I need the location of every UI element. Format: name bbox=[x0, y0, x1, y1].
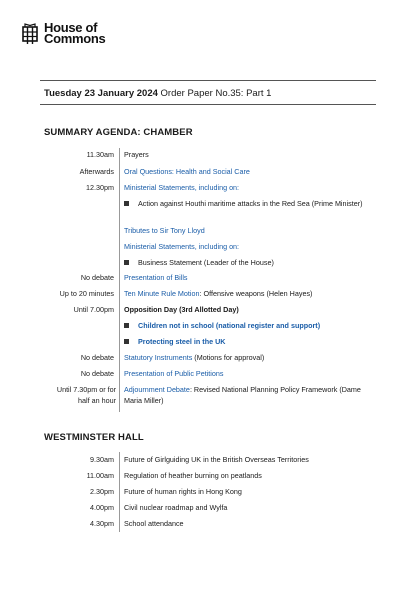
public-petitions-link[interactable]: Presentation of Public Petitions bbox=[124, 369, 224, 378]
agenda-time: Until 7.30pm or for half an hour bbox=[56, 385, 116, 405]
protecting-steel-link[interactable]: Protecting steel in the UK bbox=[138, 337, 226, 346]
logo-line-2: Commons bbox=[44, 31, 106, 46]
agenda-time: 12.30pm bbox=[86, 183, 114, 192]
order-paper-title: Order Paper No.35: Part 1 bbox=[160, 88, 272, 99]
hall-item: Future of human rights in Hong Kong bbox=[124, 487, 242, 496]
chamber-divider bbox=[119, 148, 120, 412]
portcullis-icon bbox=[20, 22, 40, 46]
square-bullet-icon bbox=[124, 260, 129, 265]
top-rule bbox=[40, 80, 376, 81]
agenda-item bbox=[124, 288, 374, 299]
westminster-divider bbox=[119, 452, 120, 532]
ten-minute-rule-text: : Offensive weapons (Helen Hayes) bbox=[199, 289, 313, 298]
agenda-item bbox=[124, 352, 374, 363]
hall-item: Future of Girlguiding UK in the British Overseas Territories bbox=[124, 455, 309, 464]
agenda-time: 11.30am bbox=[86, 150, 114, 159]
hall-time: 4.30pm bbox=[90, 519, 114, 528]
agenda-sub-item bbox=[124, 198, 388, 209]
agenda-time: Until 7.00pm bbox=[73, 305, 114, 314]
ministerial-statements-link[interactable]: Ministerial Statements, including on: bbox=[124, 183, 240, 192]
adjournment-debate-link[interactable]: Adjournment Debate bbox=[124, 385, 190, 394]
square-bullet-icon bbox=[124, 201, 129, 206]
business-statement: Business Statement (Leader of the House) bbox=[138, 258, 274, 267]
chamber-heading: SUMMARY AGENDA: CHAMBER bbox=[44, 127, 193, 138]
westminster-hall-heading: WESTMINSTER HALL bbox=[44, 432, 144, 443]
square-bullet-icon bbox=[124, 339, 129, 344]
order-paper-date: Tuesday 23 January 2024 bbox=[44, 88, 158, 99]
logo-line-1: House of bbox=[44, 20, 98, 35]
adjournment-debate-text: : Revised National Planning Policy Framework (Dame Maria Miller) bbox=[124, 385, 361, 405]
hall-item: Civil nuclear roadmap and Wylfa bbox=[124, 503, 228, 512]
agenda-time: Up to 20 minutes bbox=[59, 289, 114, 298]
house-of-commons-logo bbox=[20, 22, 105, 46]
agenda-time: No debate bbox=[80, 353, 114, 362]
opposition-day: Opposition Day (3rd Allotted Day) bbox=[124, 305, 239, 314]
ministerial-statements-link-2[interactable]: Ministerial Statements, including on: bbox=[124, 242, 240, 251]
hall-time: 2.30pm bbox=[90, 487, 114, 496]
statutory-instruments-text: (Motions for approval) bbox=[192, 353, 265, 362]
oral-questions-link[interactable]: Oral Questions: Health and Social Care bbox=[124, 167, 250, 176]
agenda-time: Afterwards bbox=[79, 167, 114, 176]
hall-time: 11.00am bbox=[86, 471, 114, 480]
hall-item: Regulation of heather burning on peatlands bbox=[124, 471, 262, 480]
order-paper-heading bbox=[44, 88, 271, 99]
agenda-sub-item bbox=[124, 257, 388, 268]
agenda-sub-item bbox=[124, 336, 388, 347]
agenda-item: Prayers bbox=[124, 150, 149, 159]
children-not-in-school-link[interactable]: Children not in school (national register and support) bbox=[138, 321, 321, 330]
hall-item: School attendance bbox=[124, 519, 184, 528]
hall-time: 4.00pm bbox=[90, 503, 114, 512]
hall-time: 9.30am bbox=[90, 455, 114, 464]
heading-bottom-rule bbox=[40, 104, 376, 105]
ten-minute-rule-link[interactable]: Ten Minute Rule Motion bbox=[124, 289, 200, 298]
statutory-instruments-link[interactable]: Statutory Instruments bbox=[124, 353, 193, 362]
square-bullet-icon bbox=[124, 323, 129, 328]
agenda-sub-item bbox=[124, 320, 388, 331]
houthi-statement: Action against Houthi maritime attacks in the Red Sea (Prime Minister) bbox=[138, 199, 363, 208]
tributes-link[interactable]: Tributes to Sir Tony Lloyd bbox=[124, 226, 205, 235]
agenda-time: No debate bbox=[80, 273, 114, 282]
presentation-of-bills-link[interactable]: Presentation of Bills bbox=[124, 273, 188, 282]
agenda-item bbox=[124, 384, 374, 406]
agenda-time: No debate bbox=[80, 369, 114, 378]
